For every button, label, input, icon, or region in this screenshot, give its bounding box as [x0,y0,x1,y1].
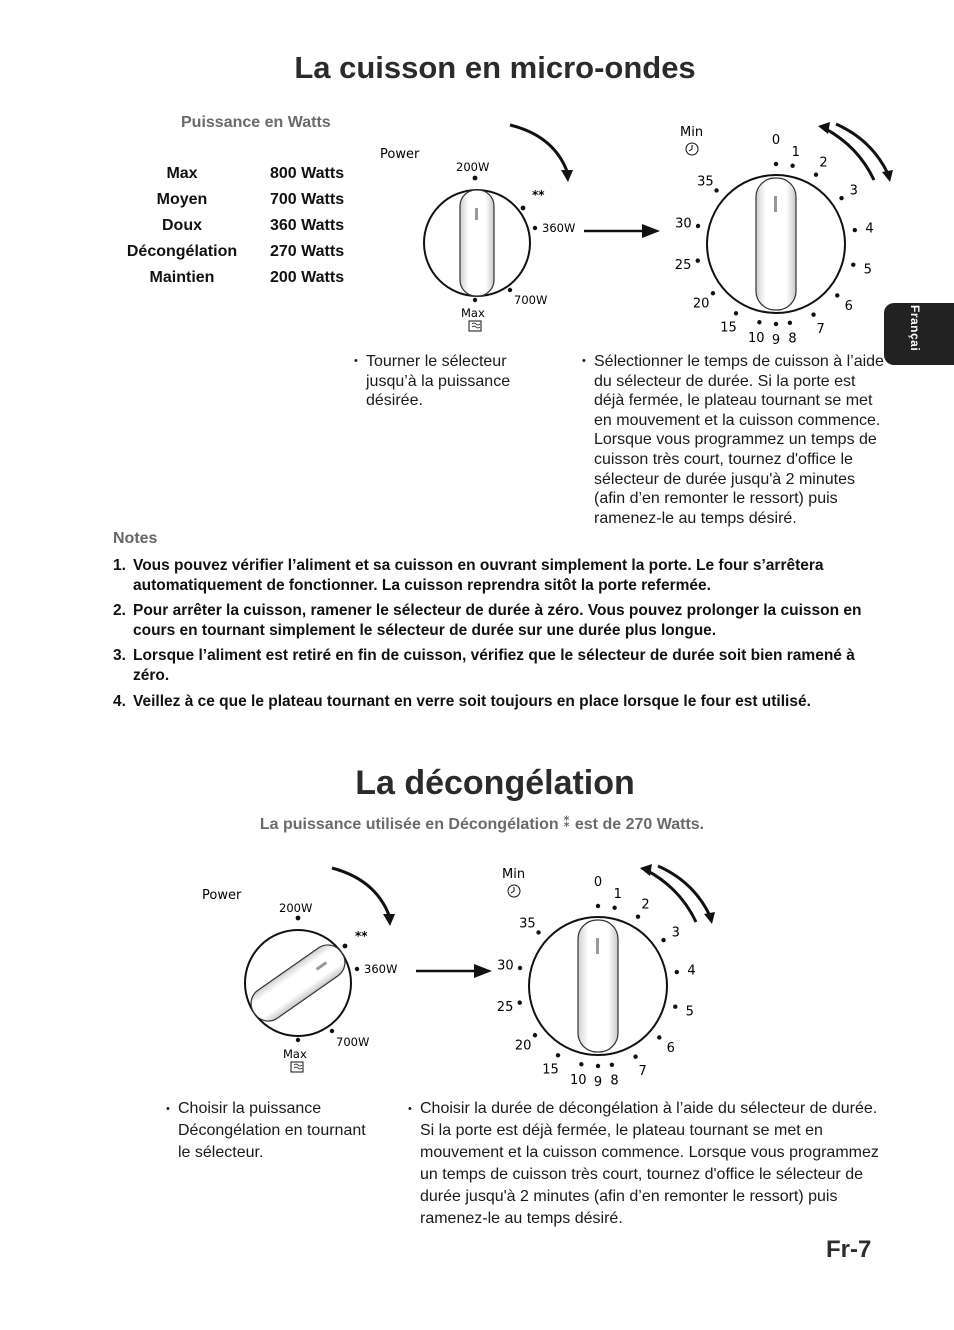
tick-dot [675,970,679,974]
tick-dot [774,322,778,326]
section-title-defrost: La décongélation [355,764,635,802]
tick-dot [661,938,665,942]
tick-label: 15 [542,1062,559,1078]
tick-label: 6 [666,1041,675,1057]
power-caption: Power [202,888,242,903]
tick-dot [533,226,537,230]
tick-label: 5 [863,262,872,278]
tick-label: 4 [865,221,874,237]
instruction-timer-text: Sélectionner le temps de cuisson à l’aide du sélecteur de durée. Si la porte est déjà fermée, le plateau tournant se met en mouvement et la cuisson commence. Lorsque vous programmez un temps de cuisson très court, tournez d'office le sélecteur de durée jusqu'à 2 minutes (afin d’en remonter le ressort) puis ramenez-le au temps désiré. [594,353,884,527]
tick-dot [355,967,359,971]
rotate-arrow-icon [836,124,888,174]
tick-dot [296,1038,300,1042]
tick-dot [673,1005,677,1009]
tick-label: 7 [816,321,825,337]
rotate-back-arrow-icon [824,128,874,180]
tick-label: 25 [496,999,514,1015]
arrow-head-icon [383,914,395,926]
note-item [113,601,883,640]
tick-label: 2 [819,155,828,171]
notes-list [113,556,883,717]
power-level-label: Doux [162,217,202,234]
defrost-icon: ** [355,929,368,943]
tick-dot [536,930,540,934]
power-level-value: 800 Watts [270,165,345,182]
tick-label: 9 [593,1075,603,1090]
defrost-instruction-power: • Choisir la puissance Décongélation en tournant le sélecteur. [166,1100,366,1161]
rotate-back-arrow-icon [646,870,696,922]
note-text: Lorsque l’aliment est retiré en fin de cuisson, vérifiez que le sélecteur de durée soit bien ramené à zéro. [133,647,855,684]
power-level-label: Max [166,165,198,182]
tick-label: 4 [687,963,696,979]
tick-dot [330,1029,334,1033]
rotate-arrow-icon [510,125,568,174]
tick-label: 0 [771,133,781,148]
tick-label: 6 [844,299,853,315]
tick-dot [853,228,857,232]
tick-dot [696,258,700,262]
power-dial-illustration-defrost [195,860,415,1085]
power-level-label: Moyen [156,191,208,208]
defrost-icon: ** [532,188,545,202]
tick-dot [657,1035,661,1039]
defrost-instruction-power-text: Choisir la puissance Décongélation en tournant le sélecteur. [178,1100,366,1161]
tick-label: 8 [610,1073,619,1089]
tick-dot [473,176,478,181]
tick-dot [596,1064,600,1068]
instruction-power-text: Tourner le sélecteur jusqu’à la puissance désirée. [366,353,511,410]
timer-caption: Min [680,125,704,140]
tick-dot [521,206,526,211]
tick-dot [612,906,616,910]
power-dial-illustration [370,118,600,343]
note-item [113,646,883,685]
power-max-label: Max [461,306,485,320]
note-text: Vous pouvez vérifier l’aliment et sa cuisson en ouvrant simplement la porte. Le four s’arrêtera automatiquement de fonctionner. La cuisson reprendra sitôt la porte refermée. [133,557,824,594]
tick-dot [711,291,715,295]
language-tab-label: Françai [908,305,922,352]
tick-dot [343,944,348,949]
defrost-subtitle [0,816,954,834]
defrost-instruction-timer: • Choisir la durée de décongélation à l’aide du sélecteur de durée. Si la porte est déjà fermée, le plateau tournant se met en mouvement et la cuisson commence. Lorsque vous programmez un temps de cuisson très court, tournez d'office le sélecteur de durée jusqu'à 2 minutes (afin d’en remonter le ressort) puis ramenez-le au temps désiré. [408,1100,879,1227]
power-level-value: 200 Watts [270,269,345,286]
tick-label: 30 [675,216,692,232]
power-level-value: 270 Watts [270,243,345,260]
tick-dot [296,916,301,921]
instruction-power: • Tourner le sélecteur jusqu’à la puissance désirée. [354,353,511,410]
tick-label: 1 [613,887,622,903]
section-title-microwave: La cuisson en micro-ondes [294,50,696,85]
power-caption: Power [380,147,420,162]
rotate-arrow-icon [332,868,390,918]
tick-dot [633,1054,637,1058]
note-number: 4. [113,692,126,710]
note-number: 1. [113,557,126,574]
tick-dot [839,196,843,200]
tick-dot [636,915,640,919]
tick-label: 25 [674,257,692,273]
defrost-subtitle-before: La puissance utilisée en Décongélation [259,816,559,833]
right-arrow-icon [582,222,662,240]
tick-dot [811,312,815,316]
power-700w-label: 700W [336,1035,370,1049]
tick-dot [610,1063,614,1067]
note-item [113,556,883,595]
tick-label: 9 [771,333,781,348]
tick-dot [851,263,855,267]
tick-label: 35 [519,916,536,932]
rotate-arrow-icon [658,866,710,916]
tick-dot [734,311,738,315]
tick-label: 10 [747,330,765,346]
tick-dot [533,1033,537,1037]
tick-dot [518,966,522,970]
note-item [113,692,883,712]
power-360w-label: 360W [542,221,576,235]
tick-dot [518,1000,522,1004]
power-knob-indicator [475,208,478,220]
note-text: Pour arrêter la cuisson, ramener le sélecteur de durée à zéro. Vous pouvez prolonger la cuisson en cours en tournant simplement le sélecteur de durée sur une durée plus longue. [133,602,862,639]
power-level-value: 360 Watts [270,217,345,234]
timer-dial-illustration [662,110,902,350]
tick-dot [696,224,700,228]
note-number: 3. [113,647,126,665]
tick-label: 30 [497,958,514,974]
tick-label: 20 [692,296,710,312]
power-max-label: Max [283,1047,307,1061]
tick-dot [596,904,600,908]
defrost-subtitle-after: est de 270 Watts. [574,816,705,833]
tick-dot [788,321,792,325]
note-number: 2. [113,602,126,620]
tick-dot [473,298,477,302]
tick-label: 7 [638,1063,647,1079]
power-700w-label: 700W [514,293,548,307]
notes-heading: Notes [113,530,158,547]
tick-dot [579,1062,583,1066]
power-200w-label: 200W [279,901,313,915]
tick-label: 15 [720,320,737,336]
tick-label: 1 [791,145,800,161]
tick-label: 5 [685,1004,694,1020]
power-knob-grip [460,190,494,296]
tick-label: 35 [697,174,714,190]
power-level-value: 700 Watts [270,191,345,208]
timer-knob-indicator [596,938,599,954]
tick-label: 20 [514,1038,532,1054]
power-level-label: Décongélation [126,243,238,260]
tick-dot [556,1053,560,1057]
right-arrow-icon [414,962,494,980]
tick-label: 3 [849,183,858,199]
tick-dot [814,173,818,177]
tick-dot [508,288,512,292]
instruction-timer: • Sélectionner le temps de cuisson à l’aide du sélecteur de durée. Si la porte est déjà fermée, le plateau tournant se met en mouvement et la cuisson commence. Lorsque vous programmez un temps de cuisson très court, tournez d'office le sélecteur de durée jusqu'à 2 minutes (afin d’en remonter le ressort) puis ramenez-le au temps désiré. [582,353,884,527]
tick-label: 10 [569,1072,587,1088]
timer-caption: Min [502,867,526,882]
power-360w-label: 360W [364,962,398,976]
timer-knob-indicator [774,196,777,212]
tick-dot [790,164,794,168]
timer-dial-illustration-defrost [484,852,724,1092]
page-number: Fr-7 [826,1236,872,1263]
note-text: Veillez à ce que le plateau tournant en verre soit toujours en place lorsque le four est utilisé. [133,692,811,710]
defrost-icon: ⁑ [563,814,571,830]
tick-dot [774,162,778,166]
tick-dot [835,293,839,297]
tick-dot [714,188,718,192]
tick-label: 3 [671,925,680,941]
power-200w-label: 200W [456,160,490,174]
tick-dot [757,320,761,324]
tick-label: 8 [788,331,797,347]
tick-label: 2 [641,897,650,913]
power-heading: Puissance en Watts [181,114,331,131]
tick-label: 0 [593,875,603,890]
language-tab [884,303,954,365]
arrow-head-icon [561,170,573,182]
power-level-label: Maintien [149,269,215,286]
defrost-instruction-timer-text: Choisir la durée de décongélation à l’aide du sélecteur de durée. Si la porte est déjà fermée, le plateau tournant se met en mouvement et la cuisson commence. Lorsque vous programmez un temps de cuisson très court, tournez d'office le sélecteur de durée jusqu'à 2 minutes (afin d’en remonter le ressort) puis ramenez-le au temps désiré. [420,1100,879,1227]
